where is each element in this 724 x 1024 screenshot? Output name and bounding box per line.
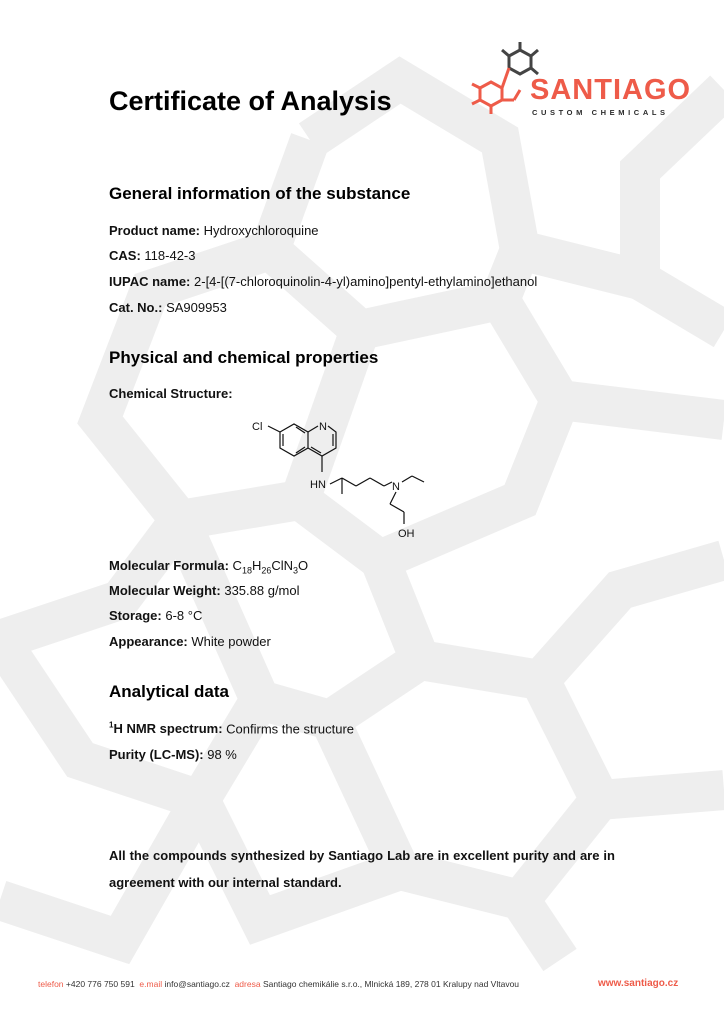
product-name-value: Hydroxychloroquine: [203, 223, 319, 238]
atom-oh: OH: [398, 528, 415, 540]
general-info-heading: General information of the substance: [109, 184, 411, 203]
footer-address: Santiago chemikálie s.r.o., Mlnická 189, 278 01 Kralupy nad Vltavou: [262, 979, 520, 989]
footer-phone[interactable]: +420 776 750 591: [65, 979, 135, 989]
atom-n-ring: N: [319, 421, 327, 433]
chemical-structure-diagram: [244, 416, 454, 548]
molecular-formula-field: [109, 558, 308, 576]
footer-email-label: e.mail: [139, 979, 163, 989]
document-title: Certificate of Analysis: [109, 86, 392, 116]
storage-value: 6-8 °C: [165, 608, 203, 623]
analytical-data-heading: Analytical data: [109, 682, 229, 701]
footer-email-link[interactable]: info@santiago.cz: [164, 979, 230, 989]
storage-label: Storage:: [109, 608, 162, 623]
atom-n-amine: N: [392, 481, 400, 493]
product-name-label: Product name:: [109, 223, 201, 238]
atom-cl: Cl: [252, 421, 263, 433]
molecular-formula-value: $C_{18}H_{26}ClN_3O$: [232, 558, 309, 576]
product-name-field: [109, 223, 319, 238]
molecular-formula-label: Molecular Formula:: [109, 558, 229, 573]
iupac-label: IUPAC name:: [109, 274, 191, 289]
atom-hn: HN: [310, 479, 326, 491]
logo-subtitle: CUSTOM CHEMICALS: [532, 108, 669, 117]
molecular-weight-field: [109, 583, 300, 598]
appearance-label: Appearance:: [109, 634, 188, 649]
chemical-structure-label: Chemical Structure:: [109, 386, 233, 401]
footer-website-link[interactable]: www.santiago.cz: [598, 978, 679, 989]
nmr-superscript: 1: [109, 721, 114, 730]
cat-no-label: Cat. No.:: [109, 300, 163, 315]
footer-contact: [38, 979, 519, 989]
logo-wordmark: SANTIAGO: [530, 74, 692, 106]
cat-no-field: [109, 300, 227, 315]
nmr-label: H NMR spectrum:: [113, 721, 223, 737]
cat-no-value: SA909953: [166, 300, 227, 315]
appearance-value: White powder: [191, 634, 271, 649]
quality-statement: All the compounds synthesized by Santiago Lab are in excellent purity and are in agreement with our internal standard.: [109, 848, 615, 890]
nmr-field: [109, 721, 354, 736]
nmr-value: Confirms the structure: [226, 721, 355, 737]
iupac-value: 2-[4-[(7-chloroquinolin-4-yl)amino]pentyl-ethylamino]ethanol: [194, 274, 538, 289]
storage-field: [109, 608, 202, 623]
cas-label: CAS:: [109, 248, 141, 263]
purity-value: 98 %: [207, 747, 237, 762]
cas-field: [109, 248, 195, 263]
footer-phone-label: telefon: [38, 979, 64, 989]
physical-properties-heading: Physical and chemical properties: [109, 348, 379, 367]
iupac-field: [109, 274, 537, 289]
molecular-weight-value: 335.88 g/mol: [224, 583, 300, 598]
purity-label: Purity (LC-MS):: [109, 747, 204, 762]
footer-address-label: adresa: [234, 979, 261, 989]
appearance-field: [109, 634, 271, 649]
purity-field: [109, 747, 237, 762]
cas-value: 118-42-3: [144, 248, 196, 263]
molecular-weight-label: Molecular Weight:: [109, 583, 221, 598]
